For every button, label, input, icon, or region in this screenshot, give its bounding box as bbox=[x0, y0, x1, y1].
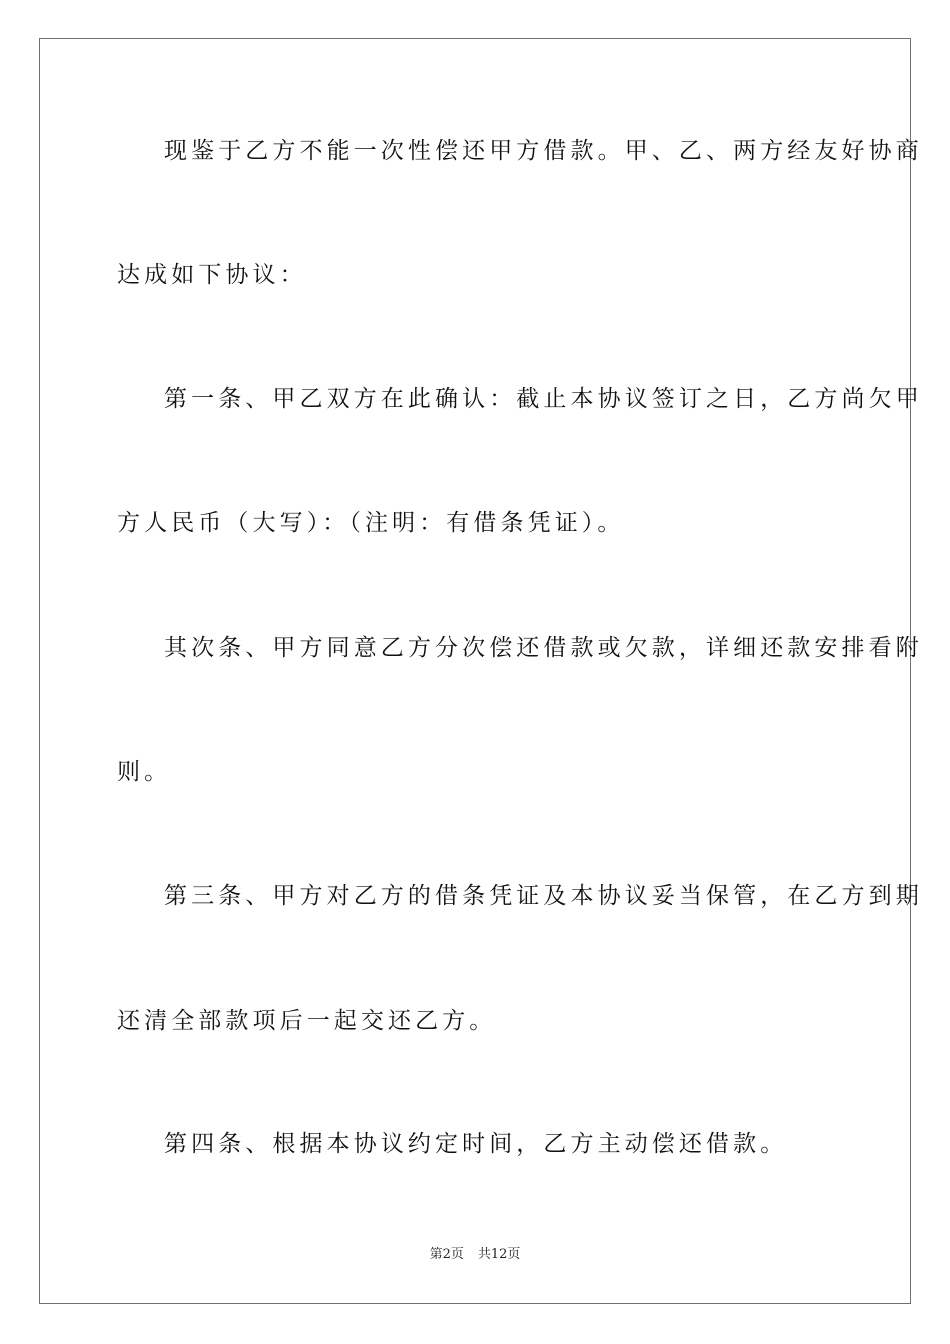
page-total: 共12页 bbox=[477, 1247, 521, 1262]
page-number: 第2页 bbox=[429, 1247, 464, 1262]
article-3-line-2: 还清全部款项后一起交还乙方。 bbox=[117, 1008, 497, 1034]
article-2-line-2: 则。 bbox=[117, 759, 172, 785]
page-border bbox=[39, 38, 911, 1304]
article-1-line-2: 方人民币（大写）：（注明：有借条凭证）。 bbox=[117, 510, 625, 536]
article-3-line-1: 第三条、甲方对乙方的借条凭证及本协议妥当保管，在乙方到期 bbox=[164, 883, 923, 909]
article-2-line-1: 其次条、甲方同意乙方分次偿还借款或欠款，详细还款安排看附 bbox=[164, 635, 923, 661]
paragraph-1-line-1: 现鉴于乙方不能一次性偿还甲方借款。甲、乙、两方经友好协商 bbox=[164, 138, 923, 164]
page-footer bbox=[0, 1246, 950, 1264]
article-4-line-1: 第四条、根据本协议约定时间，乙方主动偿还借款。 bbox=[164, 1131, 788, 1157]
article-1-line-1: 第一条、甲乙双方在此确认：截止本协议签订之日，乙方尚欠甲 bbox=[164, 386, 923, 412]
paragraph-1-line-2: 达成如下协议： bbox=[117, 262, 307, 288]
